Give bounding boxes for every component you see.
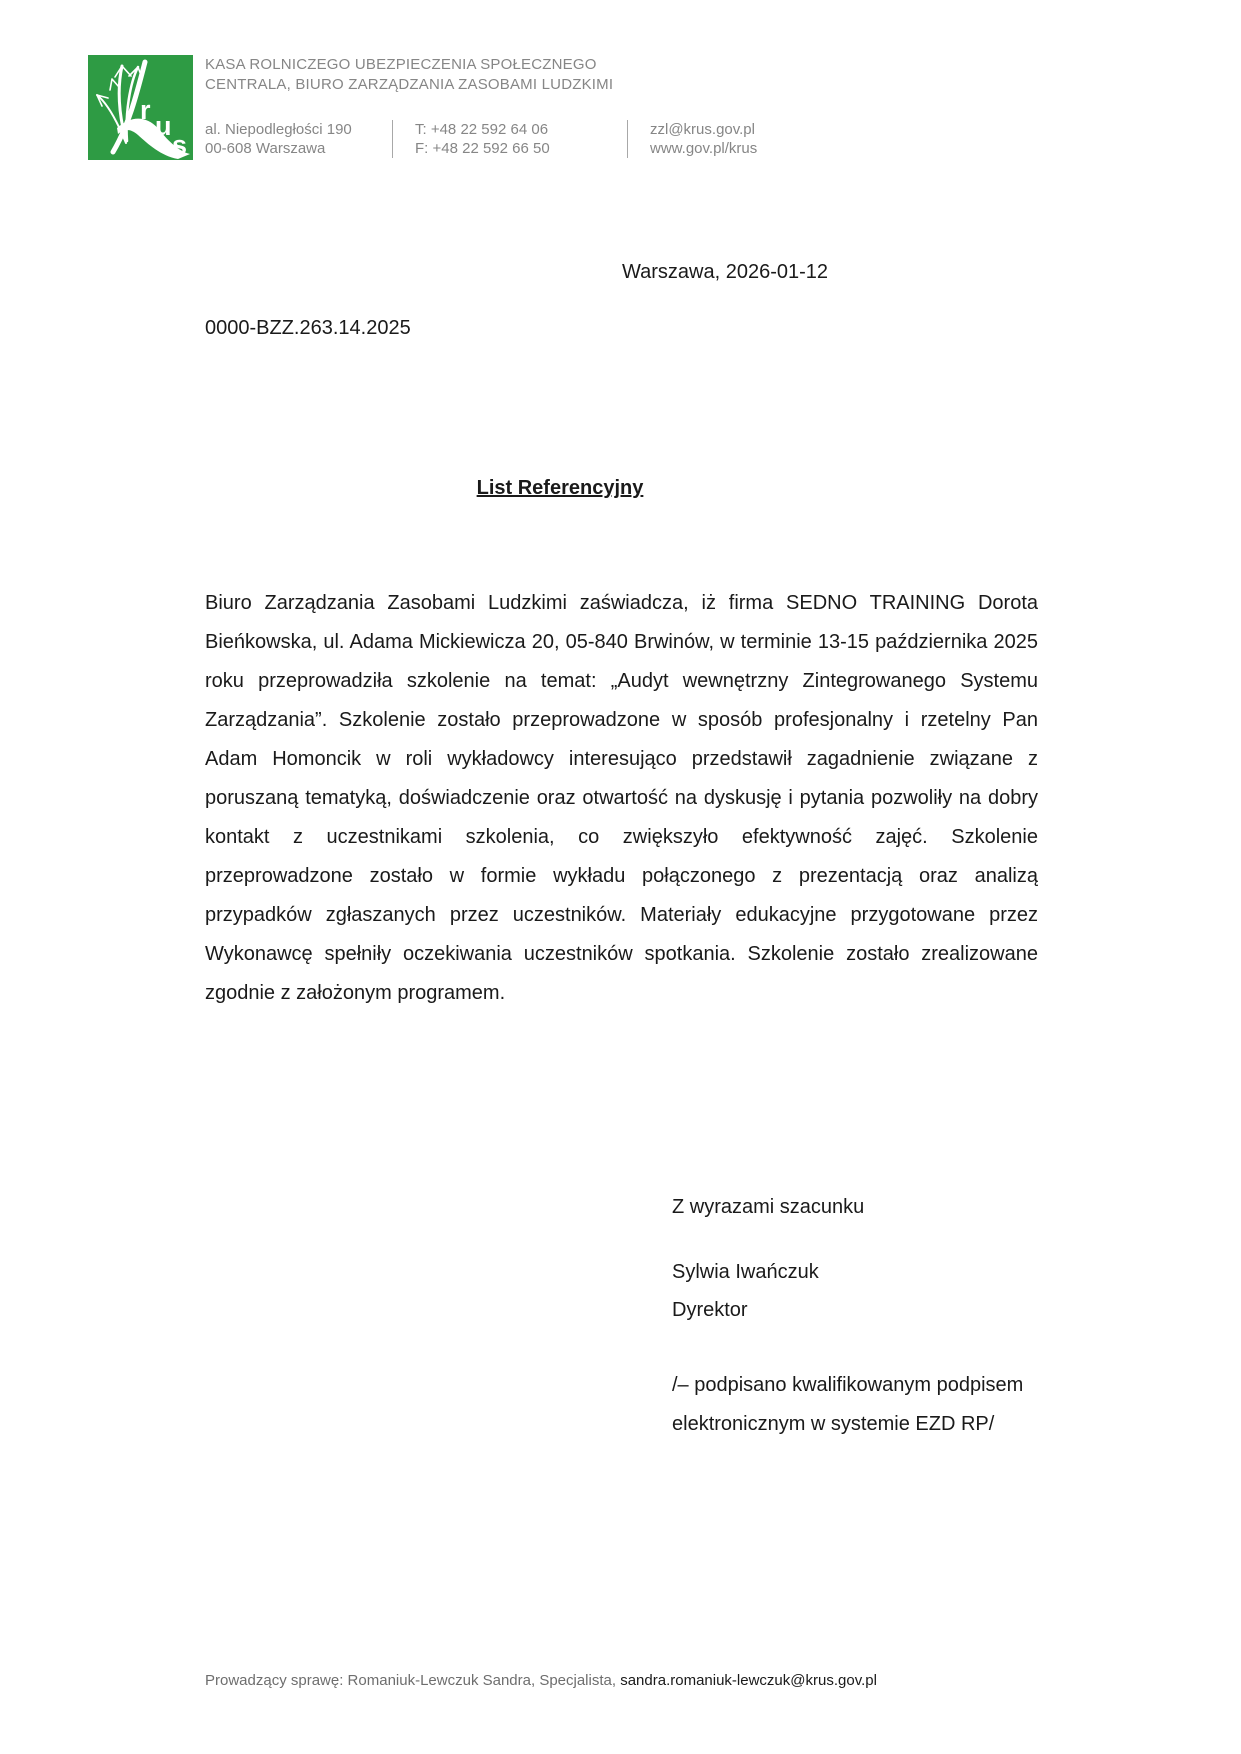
case-handler-email: sandra.romaniuk-lewczuk@krus.gov.pl	[620, 1672, 877, 1689]
krus-logo	[88, 55, 193, 160]
letter-title: List Referencyjny	[476, 477, 644, 499]
logo-letter-s: s	[172, 130, 188, 160]
signer-name: Sylwia Iwańczuk	[672, 1261, 819, 1283]
letterhead-org	[205, 55, 613, 95]
address-line1: al. Niepodległości 190	[205, 121, 352, 138]
signature-note-line2: elektronicznym w systemie EZD RP/	[672, 1413, 995, 1435]
letterhead-contact	[205, 120, 800, 158]
contact-email: zzl@krus.gov.pl	[650, 121, 755, 138]
place-date: Warszawa, 2026-01-12	[622, 261, 829, 283]
contact-divider-2	[627, 120, 628, 158]
case-handler-label: Prowadzący sprawę: Romaniuk-Lewczuk Sandra, Specjalista,	[205, 1672, 621, 1689]
logo-letter-u: u	[155, 111, 172, 141]
signature-note-line1: /– podpisano kwalifikowanym podpisem	[672, 1374, 1024, 1396]
case-handler-footer	[205, 1672, 877, 1689]
electronic-signature-note	[672, 1366, 1023, 1444]
logo-letter-r: r	[140, 95, 151, 125]
address-line2: 00-608 Warszawa	[205, 140, 326, 157]
closing-phrase: Z wyrazami szacunku	[672, 1196, 865, 1218]
phone-line: T: +48 22 592 64 06	[415, 121, 549, 138]
letter-body: Biuro Zarządzania Zasobami Ludzkimi zaświadcza, iż firma SEDNO TRAINING Dorota Bieńkowska, ul. Adama Mickiewicza 20, 05-840 Brwinów, w terminie 13-15 października 2025 roku przeprowadziła szkolenie na temat: „Audyt wewnętrzny Zintegrowanego Systemu Zarządzania”. Szkolenie zostało przeprowadzone w sposób profesjonalny i rzetelny Pan Adam Homoncik w roli wykładowcy interesująco przedstawił zagadnienie związane z poruszaną tematyką, doświadczenie oraz otwartość na dyskusję i pytania pozwoliły na dobry kontakt z uczestnikami szkolenia, co zwiększyło efektywność zajęć. Szkolenie przeprowadzone zostało w formie wykładu połączonego z prezentacją oraz analizą przypadków zgłaszanych przez uczestników. Materiały edukacyjne przygotowane przez Wykonawcę spełniły oczekiwania uczestników spotkania. Szkolenie zostało zrealizowane zgodnie z założonym programem.	[205, 592, 1038, 1004]
org-name-line1: KASA ROLNICZEGO UBEZPIECZENIA SPOŁECZNEGO	[205, 56, 597, 73]
signer-title: Dyrektor	[672, 1299, 748, 1321]
reference-number: 0000-BZZ.263.14.2025	[205, 317, 411, 339]
contact-address	[205, 120, 370, 158]
org-name-line2: CENTRALA, BIURO ZARZĄDZANIA ZASOBAMI LUDZKIMI	[205, 76, 614, 93]
krus-logo-icon	[88, 55, 193, 160]
contact-website: www.gov.pl/krus	[650, 140, 758, 157]
contact-web	[650, 120, 800, 158]
contact-phones	[415, 120, 605, 158]
fax-line: F: +48 22 592 66 50	[415, 140, 550, 157]
contact-divider-1	[392, 120, 393, 158]
